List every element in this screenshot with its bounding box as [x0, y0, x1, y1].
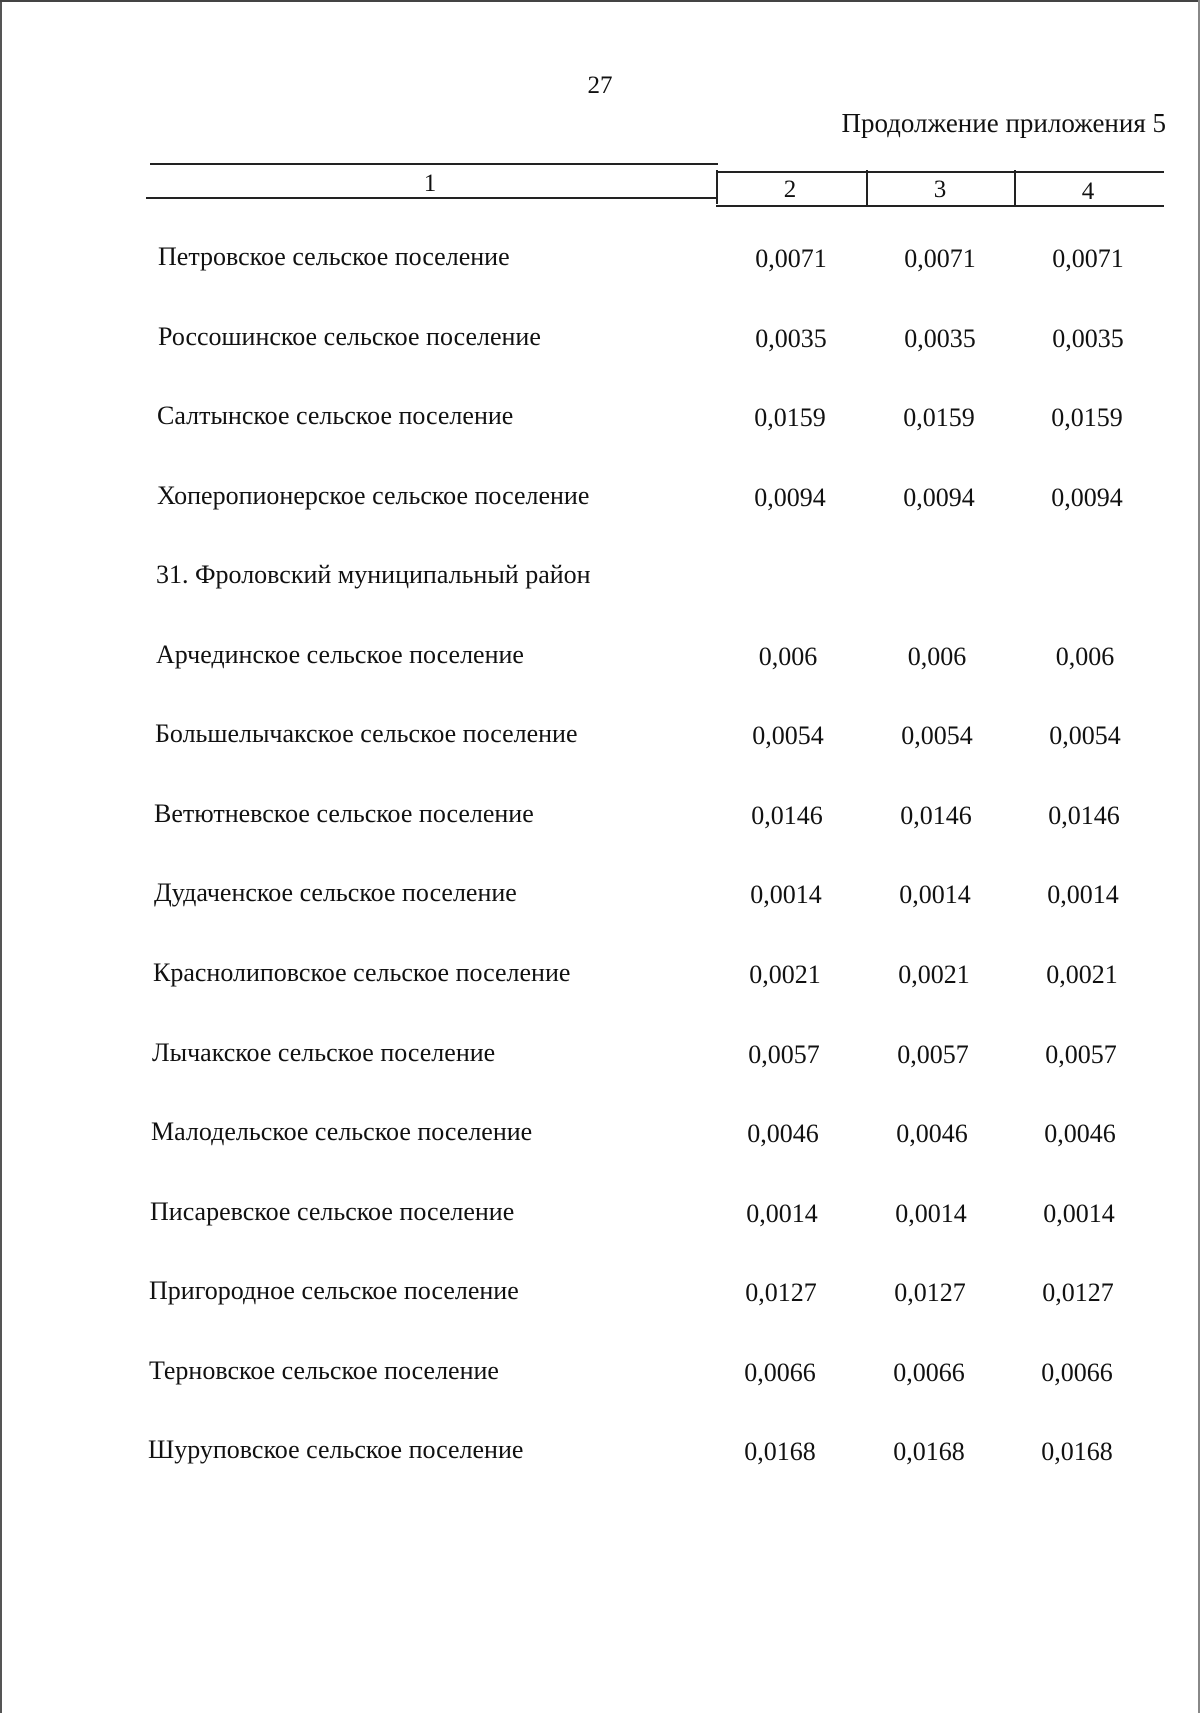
row-name: Большелычакское сельское поселение [155, 719, 578, 748]
row-value-col4: 0,006 [1055, 642, 1115, 671]
row-name: Малодельское сельское поселение [151, 1117, 533, 1146]
row-value-col3: 0,0127 [894, 1278, 966, 1307]
row-value-col2: 0,0071 [755, 244, 827, 273]
row-name: Россошинское сельское поселение [158, 322, 541, 351]
row-value-col3: 0,0066 [893, 1358, 965, 1387]
row-value-col2: 0,0054 [752, 721, 824, 750]
header-top-line-right [716, 171, 1164, 173]
row-value-col2: 0,006 [758, 642, 818, 671]
row-value-col4: 0,0014 [1047, 880, 1119, 909]
row-value-col3: 0,006 [907, 642, 967, 671]
header-divider-3 [1014, 170, 1016, 206]
district-heading-row [0, 560, 1200, 600]
header-col-3: 3 [933, 176, 947, 203]
row-value-col2: 0,0014 [746, 1199, 818, 1228]
row-value-col4: 0,0146 [1048, 801, 1120, 830]
row-name: Дудаченское сельское поселение [154, 878, 517, 907]
row-value-col3: 0,0146 [900, 801, 972, 830]
row-value-col2: 0,0046 [747, 1119, 819, 1148]
row-value-col3: 0,0094 [903, 483, 975, 512]
row-name: Ветютневское сельское поселение [154, 799, 534, 828]
table-row [0, 1356, 1200, 1396]
table-row [0, 1435, 1200, 1475]
row-value-col3: 0,0021 [898, 960, 970, 989]
row-value-col3: 0,0057 [897, 1040, 969, 1069]
header-col-1: 1 [423, 170, 437, 197]
row-value-col2: 0,0066 [744, 1358, 816, 1387]
page-number: 27 [587, 72, 613, 99]
table-row [0, 322, 1200, 362]
table-row [0, 1117, 1200, 1157]
table-row [0, 401, 1200, 441]
table-row [0, 719, 1200, 759]
row-name: Пригородное сельское поселение [149, 1276, 519, 1305]
row-value-col4: 0,0046 [1044, 1119, 1116, 1148]
continuation-caption: Продолжение приложения 5 [841, 108, 1166, 138]
header-top-line-left [150, 163, 718, 165]
row-value-col3: 0,0071 [904, 244, 976, 273]
header-divider-1 [716, 170, 718, 204]
row-value-col2: 0,0021 [749, 960, 821, 989]
row-name: Шуруповское сельское поселение [148, 1435, 524, 1464]
row-value-col2: 0,0159 [754, 403, 826, 432]
row-value-col4: 0,0054 [1049, 721, 1121, 750]
table-row [0, 799, 1200, 839]
row-name: Краснолиповское сельское поселение [153, 958, 571, 987]
row-value-col4: 0,0035 [1052, 324, 1124, 353]
row-value-col4: 0,0159 [1051, 403, 1123, 432]
table-row [0, 640, 1200, 680]
row-name: Салтынское сельское поселение [157, 401, 514, 430]
row-value-col3: 0,0014 [899, 880, 971, 909]
row-value-col3: 0,0168 [893, 1437, 965, 1466]
row-value-col2: 0,0057 [748, 1040, 820, 1069]
header-col-4: 4 [1081, 178, 1095, 205]
row-value-col2: 0,0168 [744, 1437, 816, 1466]
scan-edge-top [0, 0, 1200, 2]
row-value-col4: 0,0168 [1041, 1437, 1113, 1466]
row-value-col2: 0,0146 [751, 801, 823, 830]
table-row [0, 481, 1200, 521]
table-row [0, 1197, 1200, 1237]
table-row [0, 242, 1200, 282]
row-value-col2: 0,0014 [750, 880, 822, 909]
row-name: Писаревское сельское поселение [150, 1197, 515, 1226]
row-value-col2: 0,0094 [754, 483, 826, 512]
table-row [0, 958, 1200, 998]
row-value-col4: 0,0127 [1042, 1278, 1114, 1307]
row-value-col4: 0,0021 [1046, 960, 1118, 989]
table-row [0, 1276, 1200, 1316]
row-name: Петровское сельское поселение [158, 242, 510, 271]
row-value-col2: 0,0127 [745, 1278, 817, 1307]
header-col-2: 2 [783, 176, 797, 203]
row-name: Хоперопионерское сельское поселение [157, 481, 590, 510]
row-value-col3: 0,0035 [904, 324, 976, 353]
row-value-col3: 0,0014 [895, 1199, 967, 1228]
row-value-col4: 0,0066 [1041, 1358, 1113, 1387]
row-value-col3: 0,0046 [896, 1119, 968, 1148]
table-row [0, 878, 1200, 918]
district-heading: 31. Фроловский муниципальный район [156, 560, 591, 589]
table-row [0, 1038, 1200, 1078]
header-divider-2 [866, 170, 868, 206]
row-value-col4: 0,0057 [1045, 1040, 1117, 1069]
row-value-col3: 0,0054 [901, 721, 973, 750]
row-value-col4: 0,0094 [1051, 483, 1123, 512]
row-value-col2: 0,0035 [755, 324, 827, 353]
row-value-col4: 0,0014 [1043, 1199, 1115, 1228]
row-name: Лычакское сельское поселение [152, 1038, 496, 1067]
row-name: Терновское сельское поселение [149, 1356, 499, 1385]
row-name: Арчединское сельское поселение [156, 640, 524, 669]
row-value-col4: 0,0071 [1052, 244, 1124, 273]
row-value-col3: 0,0159 [903, 403, 975, 432]
